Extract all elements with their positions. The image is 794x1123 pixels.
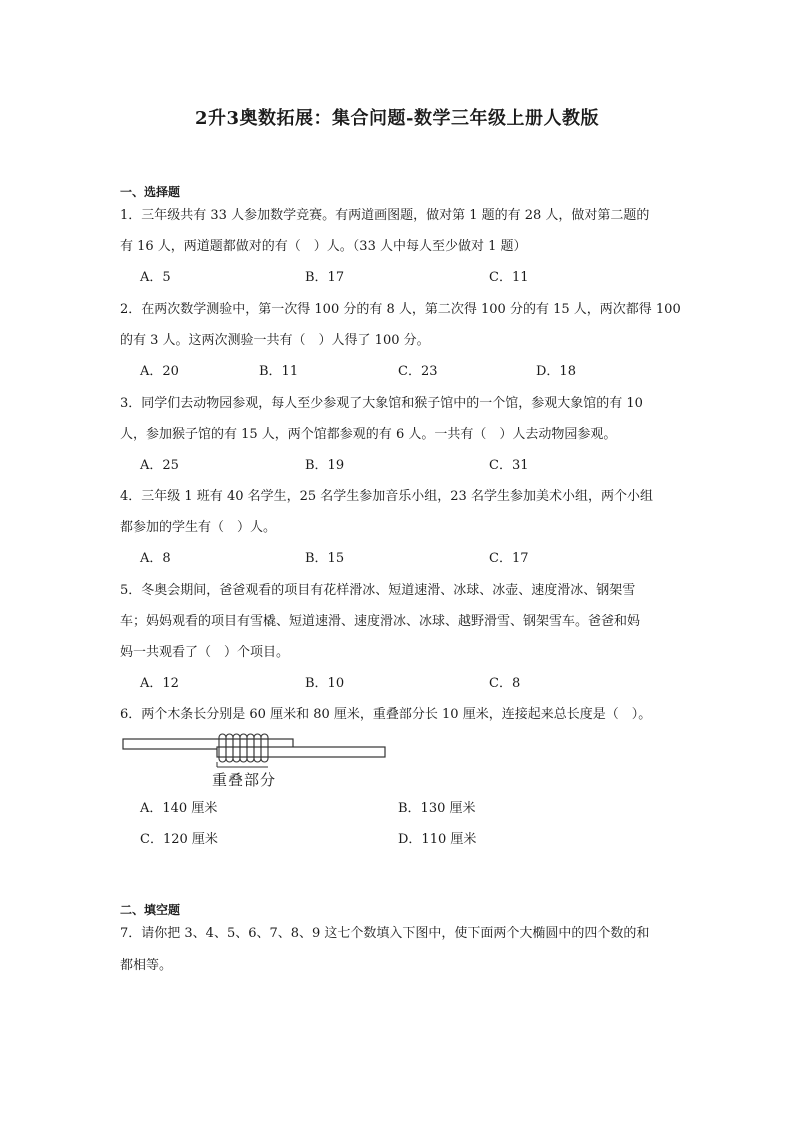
- question-5-line-2: 车；妈妈观看的项目有雪橇、短道速滑、速度滑冰、冰球、越野滑雪、钢架雪车。爸爸和妈: [120, 614, 641, 629]
- question-5-line-1: 5．冬奥会期间，爸爸观看的项目有花样滑冰、短道速滑、冰球、冰壶、速度滑冰、钢架雪: [120, 583, 636, 598]
- question-7-line-1: 7．请你把 3、4、5、6、7、8、9 这七个数填入下图中，使下面两个大椭圆中的四个数的和: [120, 926, 650, 941]
- overlap-label: 重叠部分: [212, 771, 277, 789]
- question-6-option-d[interactable]: D．110 厘米: [398, 832, 477, 847]
- question-3-option-a[interactable]: A．25: [140, 458, 179, 473]
- question-1-option-b[interactable]: B．17: [305, 270, 345, 285]
- question-4-line-1: 4．三年级 1 班有 40 名学生，25 名学生参加音乐小组，23 名学生参加美术小组，两个小组: [120, 489, 653, 504]
- stick-lower: [217, 747, 385, 757]
- question-2-line-2: 的有 3 人。这两次测验一共有（ ）人得了 100 分。: [120, 333, 430, 348]
- question-5-line-3: 妈一共观看了（ ）个项目。: [120, 645, 290, 660]
- section-heading-fill: 二、填空题: [120, 903, 181, 917]
- question-5-option-c[interactable]: C．8: [489, 676, 521, 691]
- question-6-option-a[interactable]: A．140 厘米: [140, 801, 218, 816]
- question-1-option-c[interactable]: C．11: [489, 270, 529, 285]
- question-2-option-b[interactable]: B．11: [259, 364, 299, 379]
- question-2-line-1: 2．在两次数学测验中，第一次得 100 分的有 8 人，第二次得 100 分的有 15 人，两次都得 100: [120, 302, 681, 317]
- question-3-line-1: 3．同学们去动物园参观，每人至少参观了大象馆和猴子馆中的一个馆，参观大象馆的有 10: [120, 396, 643, 411]
- section-heading-choice: 一、选择题: [120, 185, 181, 199]
- question-4-option-b[interactable]: B．15: [305, 551, 345, 566]
- question-6-option-c[interactable]: C．120 厘米: [140, 832, 218, 847]
- question-4-option-c[interactable]: C．17: [489, 551, 529, 566]
- question-1-option-a[interactable]: A．5: [140, 270, 171, 285]
- question-1-line-2: 有 16 人，两道题都做对的有（ ）人。（33 人中每人至少做对 1 题）: [120, 239, 527, 254]
- question-3-line-2: 人，参加猴子馆的有 15 人，两个馆都参观的有 6 人。一共有（ ）人去动物园参观。: [120, 427, 617, 442]
- question-4-option-a[interactable]: A．8: [140, 551, 171, 566]
- question-3-option-c[interactable]: C．31: [489, 458, 529, 473]
- question-3-option-b[interactable]: B．19: [305, 458, 345, 473]
- page-title: 2升3奥数拓展：集合问题-数学三年级上册人教版: [194, 108, 600, 129]
- question-2-option-a[interactable]: A．20: [140, 364, 179, 379]
- question-2-option-d[interactable]: D．18: [536, 364, 576, 379]
- question-7-line-2: 都相等。: [120, 958, 173, 973]
- question-6-option-b[interactable]: B．130 厘米: [398, 801, 476, 816]
- question-5-option-a[interactable]: A．12: [140, 676, 179, 691]
- question-4-line-2: 都参加的学生有（ ）人。: [120, 520, 277, 535]
- question-2-option-c[interactable]: C．23: [398, 364, 438, 379]
- question-5-option-b[interactable]: B．10: [305, 676, 345, 691]
- question-6-line-1: 6．两个木条长分别是 60 厘米和 80 厘米，重叠部分长 10 厘米，连接起来总长度是（ ）。: [120, 707, 652, 722]
- question-1-line-1: 1．三年级共有 33 人参加数学竞赛。有两道画图题，做对第 1 题的有 28 人，做对第二题的: [120, 208, 650, 223]
